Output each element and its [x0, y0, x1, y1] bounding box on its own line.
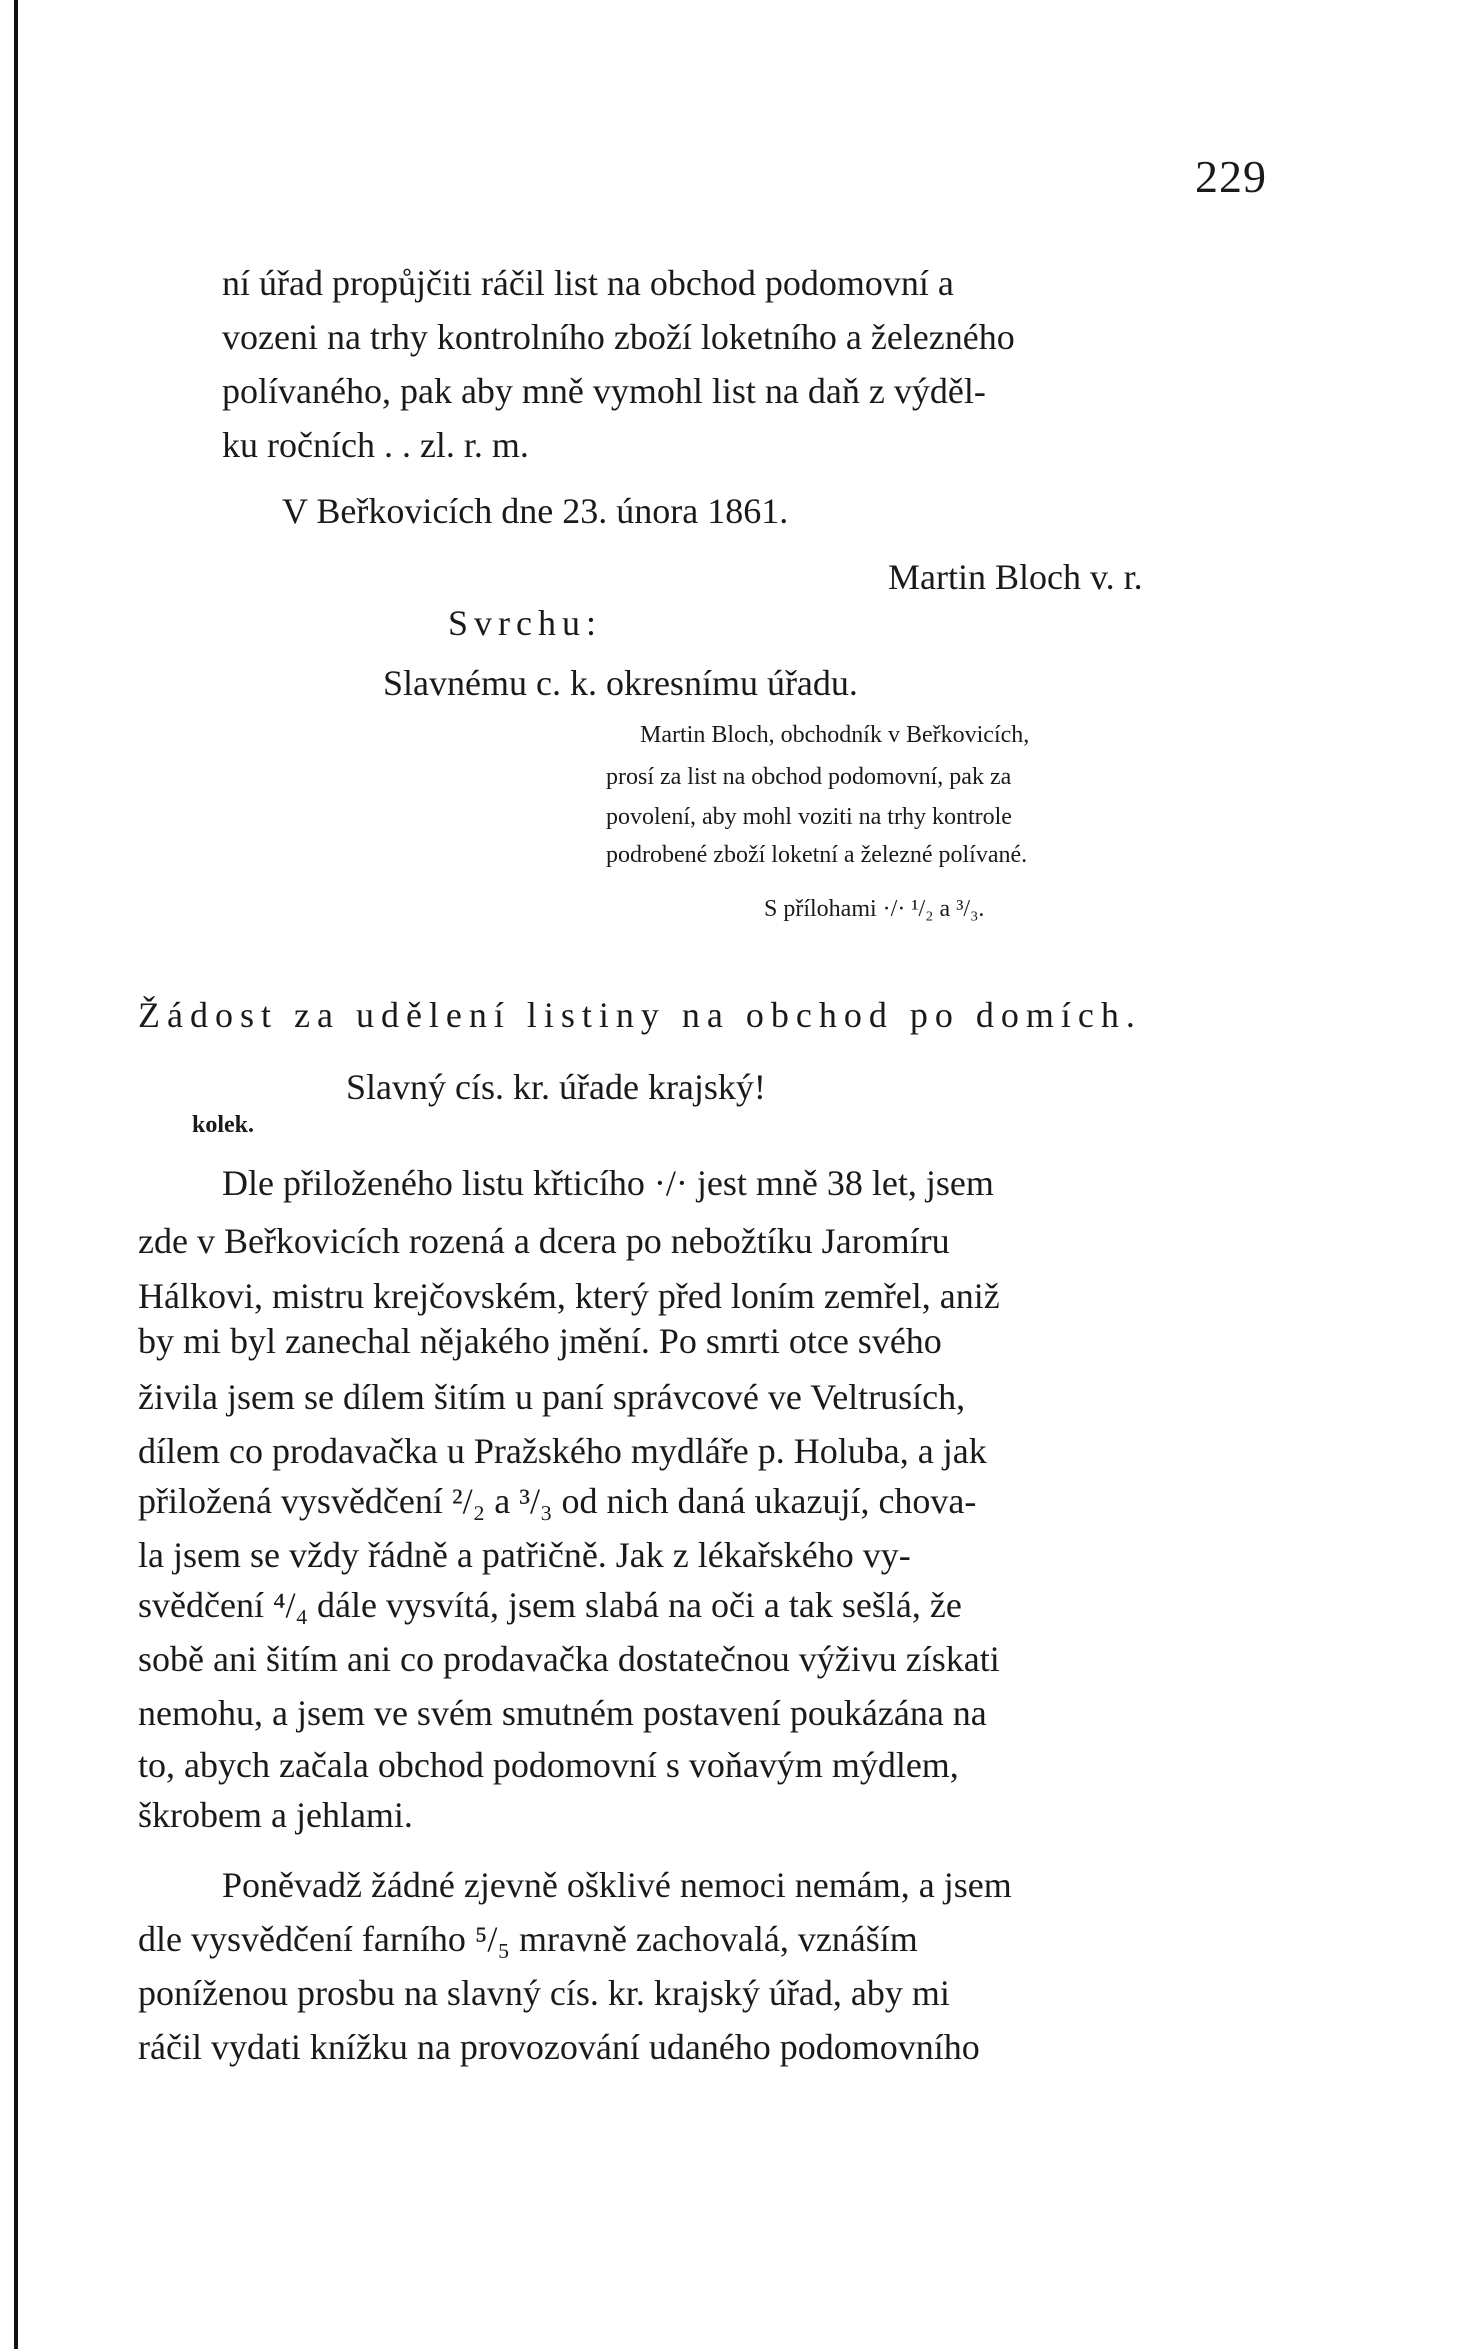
para1-line-12: to, abych začala obchod podomovní s voňavým mýdlem, [138, 1745, 959, 1785]
upper-para-line-1: ní úřad propůjčiti ráčil list na obchod podomovní a [222, 263, 954, 303]
summary-line-3: povolení, aby mohl voziti na trhy kontrole [606, 804, 1012, 830]
salutation: Slavný cís. kr. úřade krajský! [346, 1067, 766, 1107]
upper-para-line-3: polívaného, pak aby mně vymohl list na daň z výděl- [222, 371, 986, 411]
para1-line-8: la jsem se vždy řádně a patřičně. Jak z lékařského vy- [138, 1535, 911, 1575]
para1-line-9: svědčení ⁴/₄ dále vysvítá, jsem slabá na oči a tak sešlá, že [138, 1585, 962, 1625]
place-date: V Beřkovicích dne 23. února 1861. [282, 491, 789, 531]
kolek-label: kolek. [192, 1112, 255, 1138]
para1-line-3: Hálkovi, mistru krejčovském, který před loním zemřel, aniž [138, 1276, 1000, 1316]
upper-para-line-4: ku ročních . . zl. r. m. [222, 425, 529, 465]
petition-heading: Žádost za udělení listiny na obchod po domích. [138, 995, 1142, 1035]
svrchu-label: Svrchu: [448, 603, 602, 643]
para2-line-2: dle vysvědčení farního ⁵/₅ mravně zachovalá, vznáším [138, 1919, 918, 1959]
para2-line-3: poníženou prosbu na slavný cís. kr. krajský úřad, aby mi [138, 1973, 950, 2013]
para1-line-11: nemohu, a jsem ve svém smutném postavení poukázána na [138, 1693, 987, 1733]
addressee: Slavnému c. k. okresnímu úřadu. [383, 663, 858, 703]
para2-line-1: Poněvadž žádné zjevně ošklivé nemoci nemám, a jsem [222, 1865, 1012, 1905]
summary-line-1: Martin Bloch, obchodník v Beřkovicích, [640, 722, 1030, 748]
para1-line-2: zde v Beřkovicích rozená a dcera po nebožtíku Jaromíru [138, 1221, 950, 1261]
attachments-note: S přílohami ·/· ¹/₂ a ³/₃. [764, 896, 985, 922]
para1-line-10: sobě ani šitím ani co prodavačka dostatečnou výživu získati [138, 1639, 1000, 1679]
signature: Martin Bloch v. r. [888, 557, 1143, 597]
page-number: 229 [1195, 151, 1267, 202]
para1-line-4: by mi byl zanechal nějakého jmění. Po smrti otce svého [138, 1321, 942, 1361]
para2-line-4: ráčil vydati knížku na provozování udaného podomovního [138, 2027, 980, 2067]
summary-line-4: podrobené zboží loketní a železné polívané. [606, 842, 1028, 868]
para1-line-1: Dle přiloženého listu křticího ·/· jest mně 38 let, jsem [222, 1163, 994, 1203]
summary-line-2: prosí za list na obchod podomovní, pak za [606, 764, 1012, 790]
para1-line-7: přiložená vysvědčení ²/₂ a ³/₃ od nich daná ukazují, chova- [138, 1481, 977, 1521]
page-edge-rule [14, 0, 18, 2349]
para1-line-6: dílem co prodavačka u Pražského mydláře p. Holuba, a jak [138, 1431, 987, 1471]
para1-line-5: živila jsem se dílem šitím u paní správcové ve Veltrusích, [138, 1377, 966, 1417]
upper-para-line-2: vozeni na trhy kontrolního zboží loketního a železného [222, 317, 1015, 357]
para1-line-13: škrobem a jehlami. [138, 1795, 413, 1835]
